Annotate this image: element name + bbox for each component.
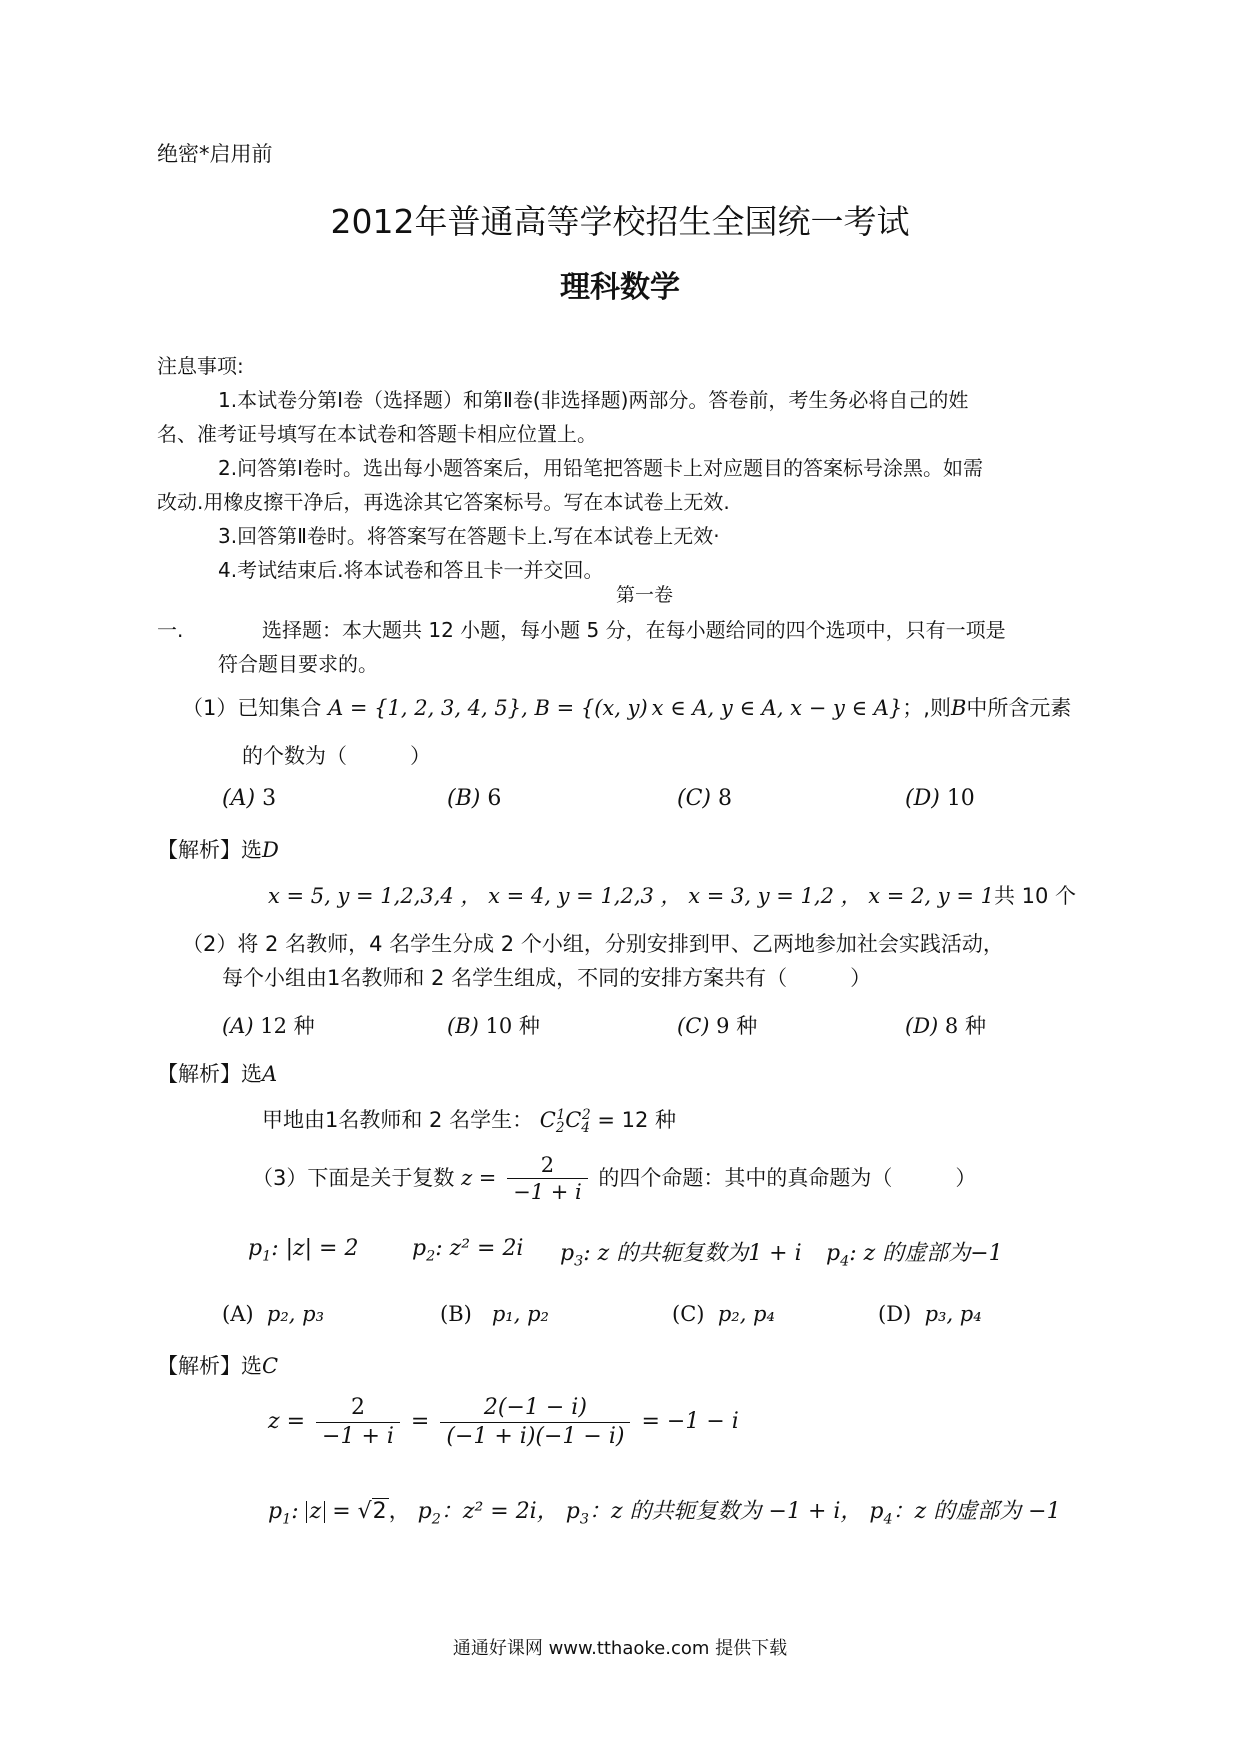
q3-proposition-2: $p_2$: z² = 2i bbox=[412, 1236, 524, 1265]
note-4: 4.考试结束后.将本试卷和答且卡一并交回。 bbox=[218, 558, 604, 582]
q3-option-d: (D) p₃, p₄ bbox=[878, 1302, 982, 1326]
q2-solution: 甲地由1名教师和 2 名学生： $C_2^1C_4^2 = 12$ 种 bbox=[262, 1107, 677, 1137]
notes-heading: 注息事项: bbox=[157, 354, 244, 378]
footer-credit: 通通好课网 www.tthaoke.com 提供下载 bbox=[452, 1638, 788, 1659]
note-1-line-2: 名、准考证号填写在本试卷和答题卡相应位置上。 bbox=[157, 422, 597, 446]
note-2-line-2: 改动.用橡皮擦干净后，再选涂其它答案标号。写在本试卷上无效. bbox=[157, 490, 730, 514]
q1-option-a: (A) 3 bbox=[222, 786, 277, 811]
q3-option-c: (C) p₂, p₄ bbox=[672, 1302, 775, 1326]
q2-option-c: (C) 9 种 bbox=[677, 1014, 758, 1038]
q3-analysis: 【解析】选C bbox=[157, 1354, 279, 1378]
q3-solution-propositions: $p_1$: z = √2， $p_2$：z² = 2i， $p_3$：z 的共轭复数为 −1 + i， $p_4$：z 的虚部为 −1 bbox=[268, 1499, 1061, 1528]
q3-stem: （3）下面是关于复数 z = $\frac{2}{-1 + i}$ 的四个命题：其中的真命题为（ ） bbox=[252, 1153, 977, 1205]
note-2-line-1: 2.问答第Ⅰ卷时。选出每小题答案后，用铅笔把答题卡上对应题目的答案标号涂黑。如需 bbox=[218, 456, 983, 480]
q3-fraction: $\frac{2}{-1 + i}$ bbox=[507, 1152, 588, 1206]
q1-analysis: 【解析】选D bbox=[157, 838, 279, 862]
note-1-line-1: 1.本试卷分第Ⅰ卷（选择题）和第Ⅱ卷(非选择题)两部分。答卷前，考生务必将自己的姓 bbox=[218, 388, 969, 412]
q3-proposition-1: $p_1$: |z| = 2 bbox=[248, 1236, 359, 1265]
confidential-mark: 绝密*启用前 bbox=[157, 142, 273, 166]
q2-option-b: (B) 10 种 bbox=[447, 1014, 540, 1038]
q1-option-b: (B) 6 bbox=[447, 786, 502, 811]
q1-set-b-open: , B = {(x, y) bbox=[521, 696, 648, 720]
q2-answer: A bbox=[262, 1062, 278, 1086]
q2-stem-line-2: 每个小组由1名教师和 2 名学生组成，不同的安排方案共有（ ） bbox=[222, 966, 872, 990]
subject-title: 理科数学 bbox=[560, 270, 680, 305]
q2-analysis: 【解析】选A bbox=[157, 1062, 278, 1086]
q2-option-a: (A) 12 种 bbox=[222, 1014, 315, 1038]
q3-option-b: (B) p₁, p₂ bbox=[440, 1302, 549, 1326]
q3-proposition-3: $p_3$: z 的共轭复数为1 + i bbox=[560, 1241, 802, 1270]
q3-solution-equation: z = $\frac{2}{-1 + i}$ = $\frac{2(-1 - i)}{(-1 + i)(-1 - i)}$ = −1 − i bbox=[268, 1395, 739, 1449]
volume-title: 第一卷 bbox=[616, 584, 674, 606]
q1-option-d: (D) 10 bbox=[905, 786, 975, 811]
q2-option-d: (D) 8 种 bbox=[905, 1014, 986, 1038]
q1-var-b: B bbox=[950, 696, 967, 720]
q3-proposition-4: $p_4$: z 的虚部为−1 bbox=[826, 1241, 1003, 1270]
q1-stem-line-1 bbox=[182, 692, 1071, 722]
q1-answer: D bbox=[262, 838, 279, 862]
section-instructions-line-2: 符合题目要求的。 bbox=[218, 652, 378, 676]
section-number: 一. bbox=[157, 618, 184, 642]
q1-suffix-pre: ；,则 bbox=[902, 696, 951, 720]
q2-stem-line-1: （2）将 2 名教师，4 名学生分成 2 个小组，分别安排到甲、乙两地参加社会实践活动， bbox=[182, 932, 1004, 956]
exam-title: 2012年普通高等学校招生全国统一考试 bbox=[330, 202, 910, 241]
q1-stem-line-2: 的个数为（ ） bbox=[242, 744, 431, 768]
q3-answer: C bbox=[262, 1354, 279, 1378]
q1-solution: x = 5, y = 1,2,3,4 ， x = 4, y = 1,2,3 ， x = 3, y = 1,2 ， x = 2, y = 1共 10 个 bbox=[268, 884, 1077, 908]
q1-option-c: (C) 8 bbox=[677, 786, 732, 811]
note-3: 3.回答第Ⅱ卷时。将答案写在答题卡上.写在本试卷上无效· bbox=[218, 524, 720, 548]
q1-prefix: （1）已知集合 bbox=[182, 696, 322, 720]
section-instructions-line-1: 选择题：本大题共 12 小题，每小题 5 分，在每小题给同的四个选项中，只有一项是 bbox=[262, 618, 1006, 642]
q3-option-a: (A) p₂, p₃ bbox=[222, 1302, 324, 1326]
q1-suffix-post: 中所含元素 bbox=[966, 696, 1072, 720]
q1-set-b-condition: x ∈ A, y ∈ A, x − y ∈ A} bbox=[651, 696, 903, 720]
q2-combination: $C_2^1C_4^2$ bbox=[539, 1107, 591, 1137]
q1-set-a: A = {1, 2, 3, 4, 5} bbox=[328, 696, 522, 720]
